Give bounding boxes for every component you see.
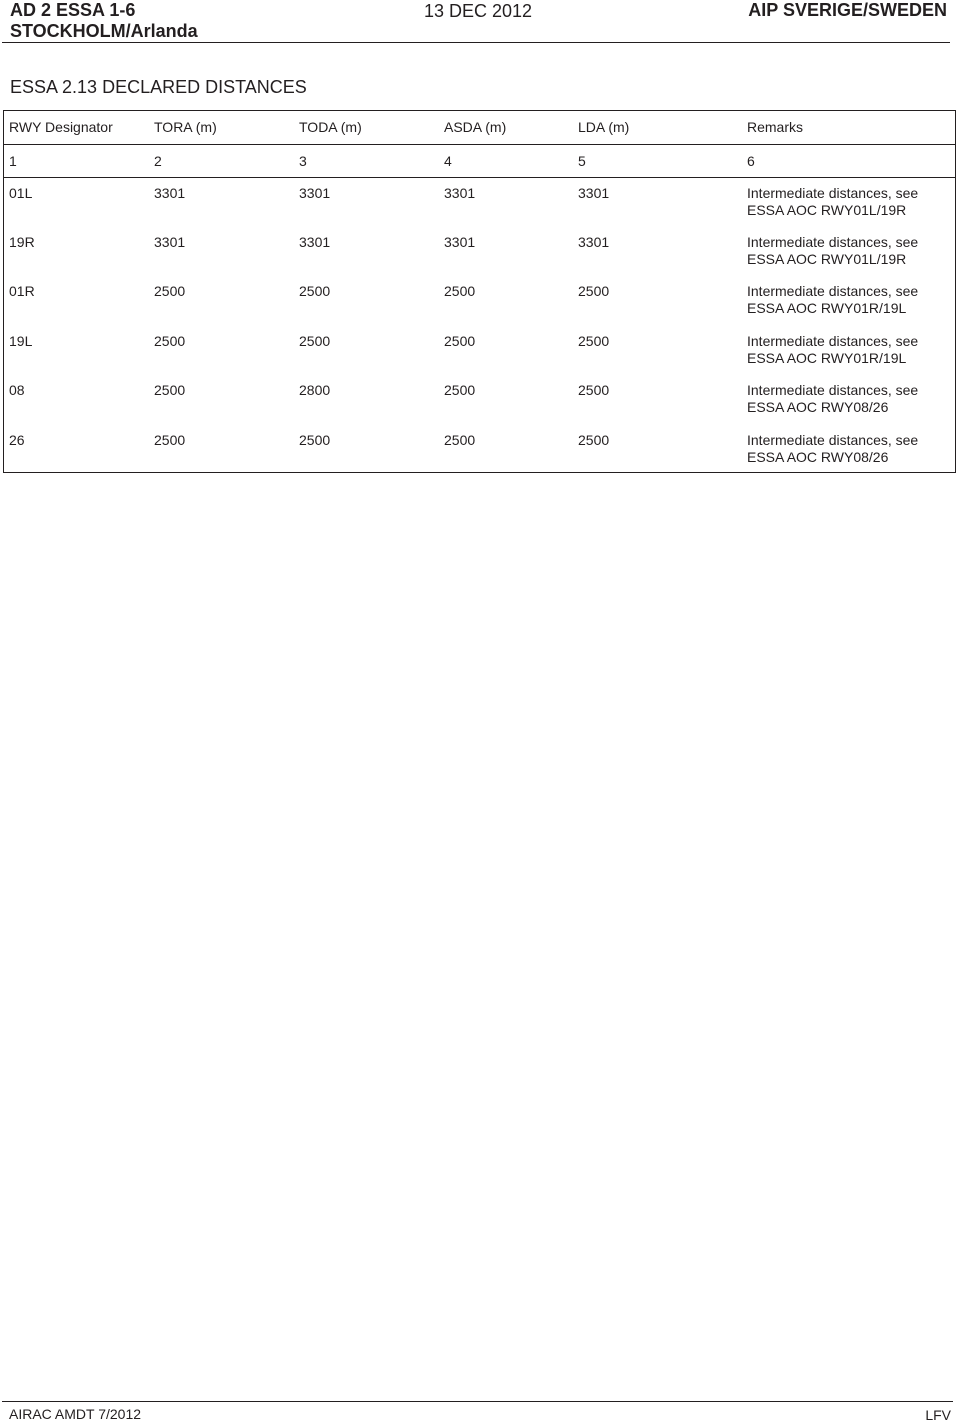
- distance-value: 2500: [578, 432, 610, 448]
- runway-designator: 08: [9, 382, 25, 398]
- location-name: STOCKHOLM/Arlanda: [10, 21, 198, 41]
- remarks-line: Intermediate distances, see: [747, 283, 919, 299]
- footer-rule: [2, 1401, 953, 1402]
- header-rule: [2, 42, 950, 43]
- column-number: 3: [299, 153, 307, 169]
- distance-value: 2500: [154, 283, 186, 299]
- column-number: 5: [578, 153, 586, 169]
- distance-value: 2500: [154, 382, 186, 398]
- distance-value: 2500: [154, 333, 186, 349]
- amendment-label: AIRAC AMDT 7/2012: [9, 1406, 142, 1422]
- distance-value: 2500: [154, 432, 186, 448]
- runway-designator: 01L: [9, 185, 33, 201]
- distance-value: 3301: [299, 185, 331, 201]
- runway-designator: 19R: [9, 234, 35, 250]
- remarks-line: Intermediate distances, see: [747, 185, 919, 201]
- remarks-line: ESSA AOC RWY01R/19L: [747, 350, 907, 366]
- declared-distances-table: [3, 110, 956, 473]
- distance-value: 2800: [299, 382, 331, 398]
- doc-ref: AD 2 ESSA 1-6: [10, 0, 136, 20]
- section-title: ESSA 2.13 DECLARED DISTANCES: [10, 77, 307, 97]
- distance-value: 3301: [154, 185, 186, 201]
- remarks-header: Remarks: [747, 119, 804, 135]
- page-header: [0, 0, 960, 42]
- remarks-line: Intermediate distances, see: [747, 382, 919, 398]
- remarks-line: ESSA AOC RWY01L/19R: [747, 251, 907, 267]
- number-row-rule: [4, 177, 955, 178]
- runway-designator: 19L: [9, 333, 33, 349]
- distance-value: 2500: [299, 333, 331, 349]
- distance-value: 2500: [444, 382, 476, 398]
- tora-header: TORA (m): [154, 119, 217, 135]
- header-left-block: [10, 0, 198, 42]
- column-number: 2: [154, 153, 162, 169]
- distance-value: 3301: [578, 234, 610, 250]
- column-number: 4: [444, 153, 452, 169]
- runway-designator: 01R: [9, 283, 35, 299]
- distance-value: 3301: [299, 234, 331, 250]
- footer-code: LFV: [925, 1407, 951, 1423]
- publication-date: 13 DEC 2012: [424, 1, 533, 21]
- toda-header: TODA (m): [299, 119, 362, 135]
- column-number: 1: [9, 153, 17, 169]
- remarks-line: Intermediate distances, see: [747, 432, 919, 448]
- remarks-line: ESSA AOC RWY08/26: [747, 449, 889, 465]
- column-number: 6: [747, 153, 755, 169]
- distance-value: 3301: [444, 185, 476, 201]
- rwy-designator-header: RWY Designator: [9, 119, 113, 135]
- distance-value: 2500: [578, 382, 610, 398]
- distance-value: 2500: [299, 283, 331, 299]
- distance-value: 3301: [444, 234, 476, 250]
- distance-value: 2500: [578, 333, 610, 349]
- remarks-line: Intermediate distances, see: [747, 333, 919, 349]
- asda-header: ASDA (m): [444, 119, 507, 135]
- publisher-name: AIP SVERIGE/SWEDEN: [748, 0, 947, 20]
- header-row-rule: [4, 144, 955, 145]
- lda-header: LDA (m): [578, 119, 630, 135]
- remarks-line: ESSA AOC RWY01L/19R: [747, 202, 907, 218]
- distance-value: 2500: [444, 432, 476, 448]
- distance-value: 2500: [444, 283, 476, 299]
- remarks-line: ESSA AOC RWY08/26: [747, 399, 889, 415]
- remarks-line: ESSA AOC RWY01R/19L: [747, 300, 907, 316]
- distance-value: 2500: [299, 432, 331, 448]
- distance-value: 3301: [578, 185, 610, 201]
- distance-value: 3301: [154, 234, 186, 250]
- runway-designator: 26: [9, 432, 25, 448]
- distance-value: 2500: [444, 333, 476, 349]
- distance-value: 2500: [578, 283, 610, 299]
- remarks-line: Intermediate distances, see: [747, 234, 919, 250]
